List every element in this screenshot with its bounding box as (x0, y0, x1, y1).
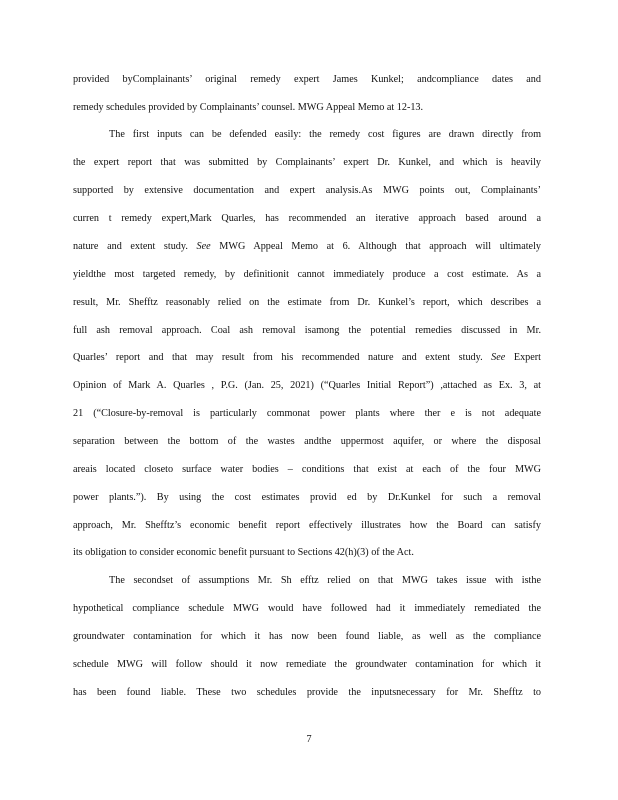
text-line: power plants.”). By using the cost estimates provid ed by Dr.Kunkel for such a removal (73, 492, 541, 503)
text-line: full ash removal approach. Coal ash removal isamong the potential remedies discussed in Mr. (73, 325, 541, 336)
text-line: yieldthe most targeted remedy, by definitionit cannot immediately produce a cost estimate. As a (73, 269, 541, 280)
text-line: areais located closeto surface water bodies – conditions that exist at each of the four MWG (73, 464, 541, 475)
text-line: the expert report that was submitted by Complainants’ expert Dr. Kunkel, and which is heavily (73, 157, 541, 168)
text-line: has been found liable. These two schedules provide the inputsnecessary for Mr. Shefftz to (73, 687, 541, 698)
text-line: The secondset of assumptions Mr. Sh efftz relied on that MWG takes issue with isthe (109, 575, 541, 586)
text-line: its obligation to consider economic benefit pursuant to Sections 42(h)(3) of the Act. (73, 547, 414, 558)
text-line: separation between the bottom of the wastes andthe uppermost aquifer, or where the disposal (73, 436, 541, 447)
text-line: schedule MWG will follow should it now remediate the groundwater contamination for which it (73, 659, 541, 670)
text-line: 21 (“Closure-by-removal is particularly commonat power plants where ther e is not adequate (73, 408, 541, 419)
text-line: provided byComplainants’ original remedy expert James Kunkel; andcompliance dates and (73, 74, 541, 85)
text-line: The first inputs can be defended easily: the remedy cost figures are drawn directly from (109, 129, 541, 140)
text-line: curren t remedy expert,Mark Quarles, has recommended an iterative approach based around a (73, 213, 541, 224)
text-line: nature and extent study. See MWG Appeal Memo at 6. Although that approach will ultimately (73, 241, 541, 252)
text-line: remedy schedules provided by Complainants’ counsel. MWG Appeal Memo at 12-13. (73, 102, 424, 113)
text-line: groundwater contamination for which it has now been found liable, as well as the compliance (73, 631, 541, 642)
text-line: Opinion of Mark A. Quarles , P.G. (Jan. 25, 2021) (“Quarles Initial Report”) ,attached as Ex. 3, at (73, 380, 541, 391)
text-line: hypothetical compliance schedule MWG would have followed had it immediately remediated the (73, 603, 541, 614)
text-line: Quarles’ report and that may result from his recommended nature and extent study. See Expert (73, 352, 541, 363)
page-number: 7 (306, 734, 312, 745)
text-line: result, Mr. Shefftz reasonably relied on the estimate from Dr. Kunkel’s report, which describes a (73, 297, 541, 308)
text-line: approach, Mr. Shefftz’s economic benefit report effectively illustrates how the Board can satisfy (73, 520, 541, 531)
text-line: supported by extensive documentation and expert analysis.As MWG points out, Complainants’ (73, 185, 541, 196)
